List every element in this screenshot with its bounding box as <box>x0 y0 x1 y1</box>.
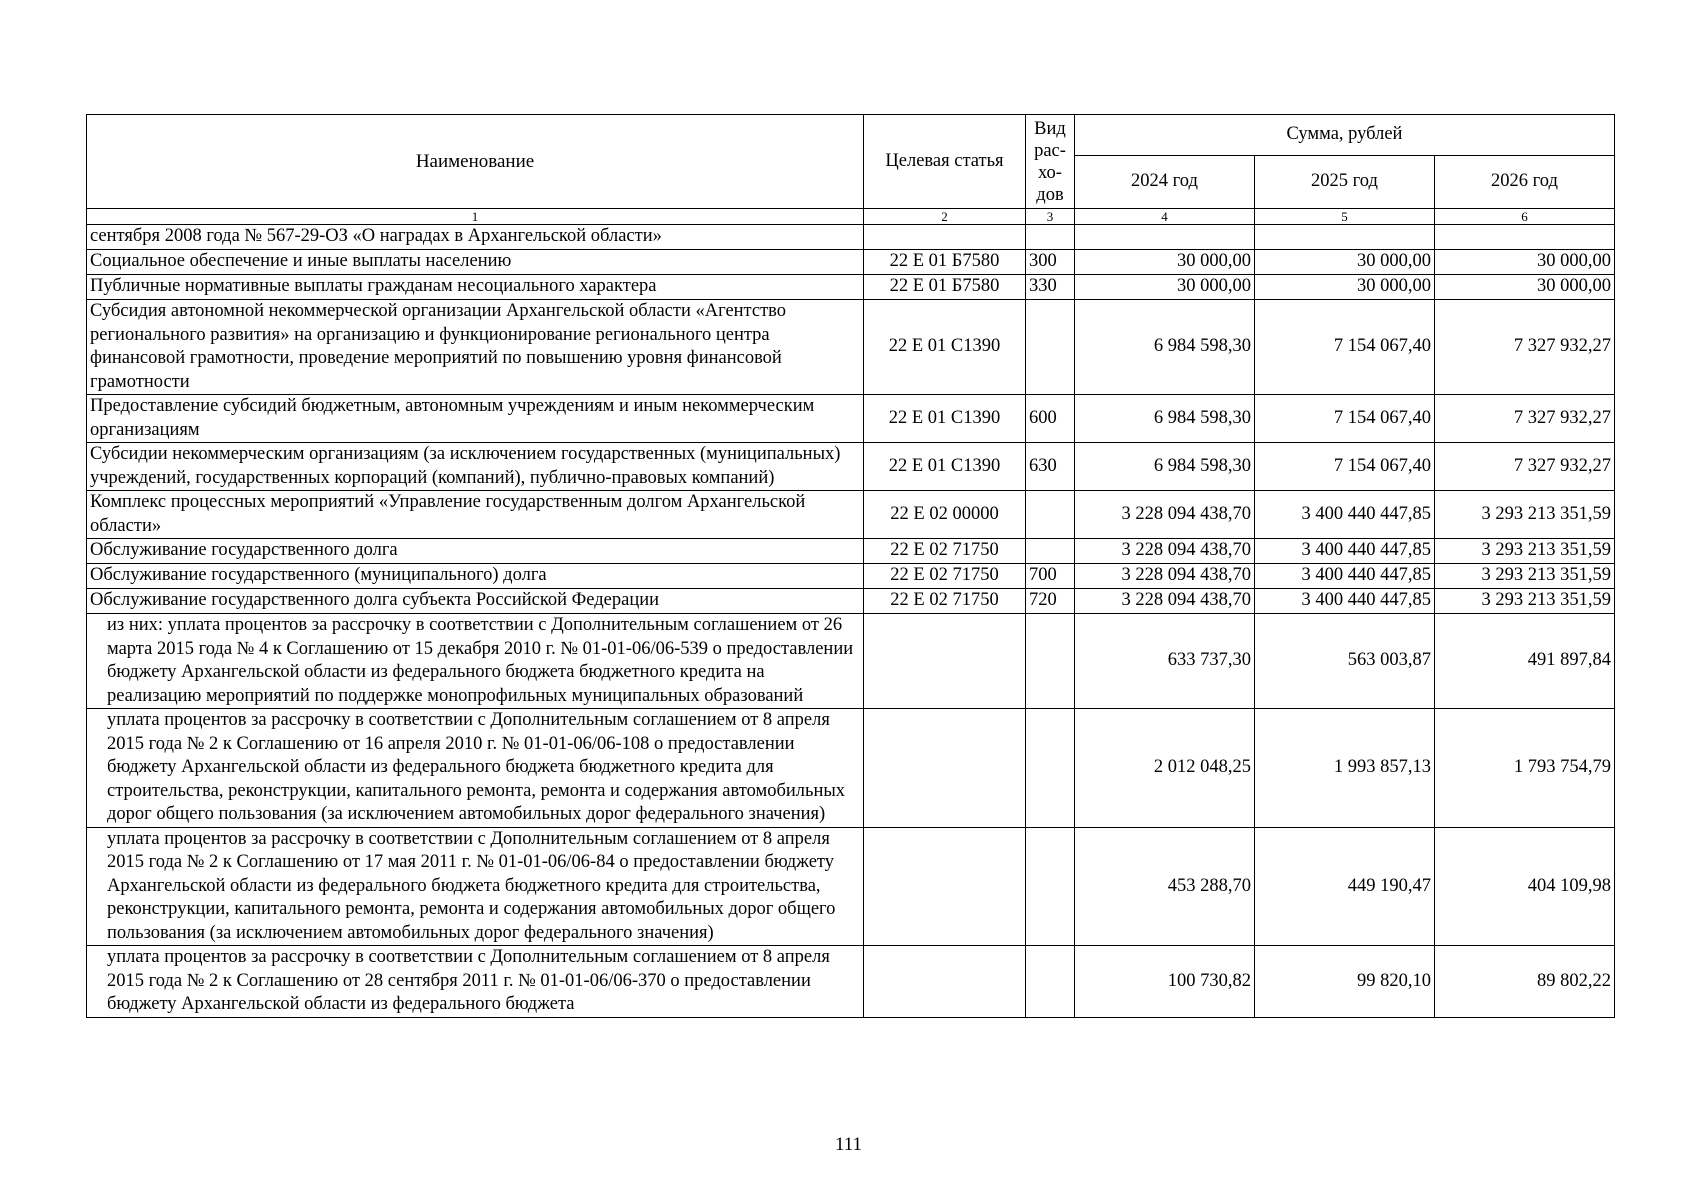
row-sum-2024: 3 228 094 438,70 <box>1075 589 1255 614</box>
table-row <box>87 491 1615 539</box>
table-row <box>87 827 1615 946</box>
row-expense-type <box>1026 539 1075 564</box>
header-year-2024: 2024 год <box>1075 156 1255 209</box>
row-sum-2025: 7 154 067,40 <box>1255 443 1435 491</box>
row-expense-type: 630 <box>1026 443 1075 491</box>
table-row <box>87 225 1615 250</box>
row-expense-type: 720 <box>1026 589 1075 614</box>
row-sum-2025: 449 190,47 <box>1255 827 1435 946</box>
row-target-article: 22 Е 02 71750 <box>864 564 1026 589</box>
row-sum-2026: 7 327 932,27 <box>1435 395 1615 443</box>
row-sum-2026: 3 293 213 351,59 <box>1435 564 1615 589</box>
row-name: уплата процентов за рассрочку в соответствии с Дополнительным соглашением от 8 апреля 2015 года № 2 к Соглашению от 17 мая 2011 г. № 01-01-06/06-84 о предоставлении бюджету Архангельской области из федерального бюджета бюджетного кредита для строительства, реконструкции, капитального ремонта, ремонта и содержания автомобильных дорог общего пользования (за исключением автомобильных дорог федерального значения) <box>87 827 864 946</box>
table-body <box>87 225 1615 1018</box>
row-sum-2024: 6 984 598,30 <box>1075 300 1255 395</box>
row-name: уплата процентов за рассрочку в соответствии с Дополнительным соглашением от 8 апреля 2015 года № 2 к Соглашению от 28 сентября 2011 г. № 01-01-06/06-370 о предоставлении бюджету Архангельской области из федерального бюджета <box>87 946 864 1018</box>
row-target-article: 22 Е 02 71750 <box>864 539 1026 564</box>
row-sum-2025: 7 154 067,40 <box>1255 300 1435 395</box>
row-sum-2024: 3 228 094 438,70 <box>1075 491 1255 539</box>
column-number: 6 <box>1435 209 1615 225</box>
header-expense-type: Вид рас-хо-дов <box>1026 115 1075 209</box>
row-name: сентября 2008 года № 567-29-ОЗ «О наградах в Архангельской области» <box>87 225 864 250</box>
table-row <box>87 250 1615 275</box>
row-name: Социальное обеспечение и иные выплаты населению <box>87 250 864 275</box>
row-name: Субсидии некоммерческим организациям (за исключением государственных (муниципальных) учреждений, государственных корпораций (компаний), публично-правовых компаний) <box>87 443 864 491</box>
row-target-article: 22 Е 01 Б7580 <box>864 250 1026 275</box>
row-sum-2026: 491 897,84 <box>1435 614 1615 709</box>
header-year-2026: 2026 год <box>1435 156 1615 209</box>
row-name: Комплекс процессных мероприятий «Управление государственным долгом Архангельской области» <box>87 491 864 539</box>
row-sum-2026: 3 293 213 351,59 <box>1435 539 1615 564</box>
row-target-article: 22 Е 02 71750 <box>864 589 1026 614</box>
row-expense-type <box>1026 946 1075 1018</box>
row-sum-2025: 99 820,10 <box>1255 946 1435 1018</box>
column-number: 5 <box>1255 209 1435 225</box>
row-sum-2026 <box>1435 225 1615 250</box>
row-sum-2024 <box>1075 225 1255 250</box>
row-sum-2024: 30 000,00 <box>1075 275 1255 300</box>
row-sum-2024: 453 288,70 <box>1075 827 1255 946</box>
table-row <box>87 589 1615 614</box>
row-sum-2025: 30 000,00 <box>1255 250 1435 275</box>
row-sum-2025: 3 400 440 447,85 <box>1255 564 1435 589</box>
table-row <box>87 443 1615 491</box>
row-sum-2026: 404 109,98 <box>1435 827 1615 946</box>
row-target-article <box>864 614 1026 709</box>
row-expense-type <box>1026 709 1075 828</box>
row-expense-type: 600 <box>1026 395 1075 443</box>
row-target-article: 22 Е 01 С1390 <box>864 300 1026 395</box>
row-expense-type <box>1026 225 1075 250</box>
row-name: из них: уплата процентов за рассрочку в соответствии с Дополнительным соглашением от 26 марта 2015 года № 4 к Соглашению от 15 декабря 2010 г. № 01-01-06/06-539 о предоставлении бюджету Архангельской области из федерального бюджета бюджетного кредита на реализацию мероприятий по поддержке монопрофильных муниципальных образований <box>87 614 864 709</box>
row-expense-type <box>1026 827 1075 946</box>
row-sum-2025: 563 003,87 <box>1255 614 1435 709</box>
row-sum-2024: 6 984 598,30 <box>1075 443 1255 491</box>
row-sum-2026: 3 293 213 351,59 <box>1435 491 1615 539</box>
row-sum-2026: 30 000,00 <box>1435 250 1615 275</box>
row-sum-2024: 6 984 598,30 <box>1075 395 1255 443</box>
row-sum-2026: 7 327 932,27 <box>1435 443 1615 491</box>
column-number: 4 <box>1075 209 1255 225</box>
table-row <box>87 539 1615 564</box>
row-expense-type <box>1026 300 1075 395</box>
header-year-2025: 2025 год <box>1255 156 1435 209</box>
row-sum-2026: 1 793 754,79 <box>1435 709 1615 828</box>
row-target-article <box>864 827 1026 946</box>
header-name: Наименование <box>87 115 864 209</box>
row-sum-2024: 100 730,82 <box>1075 946 1255 1018</box>
row-sum-2025: 3 400 440 447,85 <box>1255 589 1435 614</box>
column-number: 3 <box>1026 209 1075 225</box>
page-number: 111 <box>834 1134 863 1155</box>
row-target-article <box>864 709 1026 828</box>
row-name: Публичные нормативные выплаты гражданам несоциального характера <box>87 275 864 300</box>
row-expense-type: 330 <box>1026 275 1075 300</box>
column-number: 2 <box>864 209 1026 225</box>
row-target-article: 22 Е 02 00000 <box>864 491 1026 539</box>
row-target-article: 22 Е 01 С1390 <box>864 395 1026 443</box>
row-sum-2024: 3 228 094 438,70 <box>1075 539 1255 564</box>
table-row <box>87 946 1615 1018</box>
row-expense-type <box>1026 614 1075 709</box>
row-target-article <box>864 225 1026 250</box>
table-row <box>87 564 1615 589</box>
row-sum-2025: 3 400 440 447,85 <box>1255 539 1435 564</box>
budget-table <box>86 114 1615 1018</box>
row-name: Обслуживание государственного долга субъекта Российской Федерации <box>87 589 864 614</box>
column-number: 1 <box>87 209 864 225</box>
row-expense-type: 300 <box>1026 250 1075 275</box>
table-row <box>87 709 1615 828</box>
table-row <box>87 395 1615 443</box>
row-sum-2026: 89 802,22 <box>1435 946 1615 1018</box>
row-sum-2024: 30 000,00 <box>1075 250 1255 275</box>
table-row <box>87 300 1615 395</box>
row-name: уплата процентов за рассрочку в соответствии с Дополнительным соглашением от 8 апреля 2015 года № 2 к Соглашению от 16 апреля 2010 г. № 01-01-06/06-108 о предоставлении бюджету Архангельской области из федерального бюджета бюджетного кредита для строительства, реконструкции, капитального ремонта, ремонта и содержания автомобильных дорог общего пользования (за исключением автомобильных дорог федерального значения) <box>87 709 864 828</box>
row-sum-2025: 7 154 067,40 <box>1255 395 1435 443</box>
row-sum-2026: 30 000,00 <box>1435 275 1615 300</box>
row-target-article <box>864 946 1026 1018</box>
row-target-article: 22 Е 01 С1390 <box>864 443 1026 491</box>
row-name: Обслуживание государственного долга <box>87 539 864 564</box>
row-name: Обслуживание государственного (муниципального) долга <box>87 564 864 589</box>
row-sum-2025: 1 993 857,13 <box>1255 709 1435 828</box>
header-target-article: Целевая статья <box>864 115 1026 209</box>
row-sum-2024: 2 012 048,25 <box>1075 709 1255 828</box>
row-sum-2026: 3 293 213 351,59 <box>1435 589 1615 614</box>
row-name: Субсидия автономной некоммерческой организации Архангельской области «Агентство регионального развития» на организацию и функционирование регионального центра финансовой грамотности, проведение мероприятий по повышению уровня финансовой грамотности <box>87 300 864 395</box>
row-expense-type: 700 <box>1026 564 1075 589</box>
table-row <box>87 275 1615 300</box>
table-row <box>87 614 1615 709</box>
row-sum-2026: 7 327 932,27 <box>1435 300 1615 395</box>
row-sum-2024: 3 228 094 438,70 <box>1075 564 1255 589</box>
row-sum-2025 <box>1255 225 1435 250</box>
header-sum: Сумма, рублей <box>1075 115 1615 156</box>
row-expense-type <box>1026 491 1075 539</box>
row-sum-2025: 3 400 440 447,85 <box>1255 491 1435 539</box>
row-name: Предоставление субсидий бюджетным, автономным учреждениям и иным некоммерческим организациям <box>87 395 864 443</box>
row-sum-2024: 633 737,30 <box>1075 614 1255 709</box>
row-target-article: 22 Е 01 Б7580 <box>864 275 1026 300</box>
row-sum-2025: 30 000,00 <box>1255 275 1435 300</box>
